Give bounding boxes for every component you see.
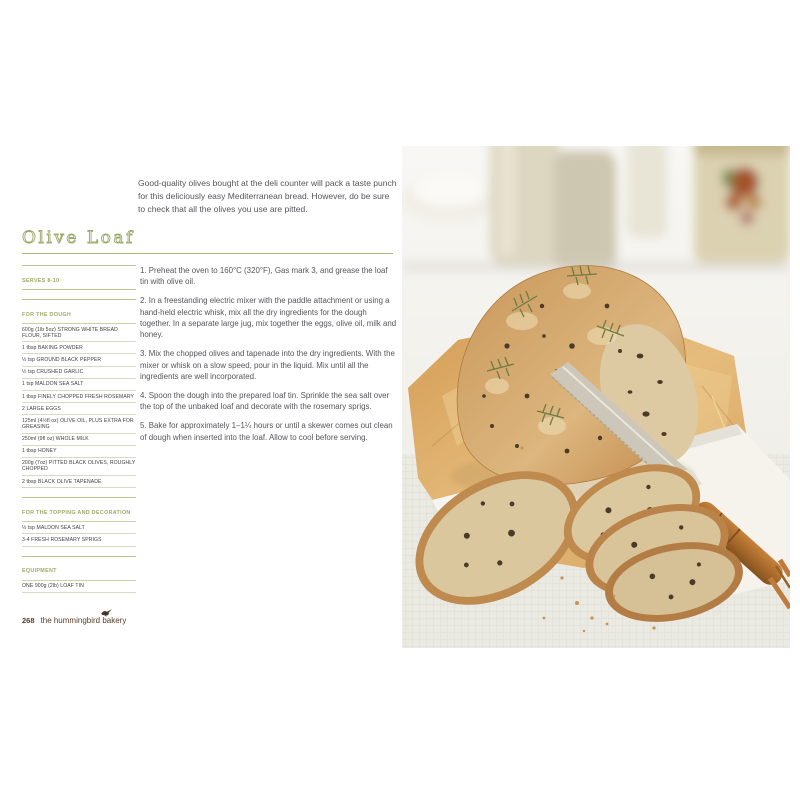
recipe-title-block [22,228,393,254]
serves-badge [22,265,136,290]
section-heading: FOR THE TOPPING AND DECORATION [22,498,136,522]
ingredient-item: ½ tsp GROUND BLACK PEPPER [22,354,136,366]
ingredients-column [22,265,136,602]
ingredient-item: 3-4 FRESH ROSEMARY SPRIGS [22,534,136,546]
page-title: Olive Loaf [22,228,135,248]
brand-name: the hummingbird bakery [41,616,127,625]
ingredient-item: ONE 900g (2lb) LOAF TIN [22,581,136,593]
serves-label: SERVES 8-10 [22,277,60,284]
recipe-step: 5. Bake for approximately 1–1¼ hours or until a skewer comes out clean of dough when inserted into the loaf. Allow to cool before serving. [140,421,393,442]
section-heading: FOR THE DOUGH [22,300,136,324]
ingredient-item: 1 tbsp BAKING POWDER [22,342,136,354]
recipe-step: 4. Spoon the dough into the prepared loaf tin. Sprinkle the sea salt over the top of the unbaked loaf and decorate with the rosemary sprigs. [140,390,390,412]
section-equipment [22,556,136,593]
recipe-photo [402,146,790,648]
ingredient-item: ½ tsp CRUSHED GARLIC [22,367,136,379]
ingredient-item: 2 LARGE EGGS [22,403,136,415]
recipe-step: 3. Mix the chopped olives and tapenade into the dry ingredients. With the mixer or whisk on a slow speed, pour in the liquid. Mix until all the ingredients are well incorporated. [140,349,395,381]
ingredient-item: 1 tsp MALDON SEA SALT [22,379,136,391]
ingredient-item: 2 tbsp BLACK OLIVE TAPENADE [22,476,136,488]
section-topping [22,497,136,546]
section-dough [22,299,136,488]
ingredient-item: 125ml (4½fl oz) OLIVE OIL, PLUS EXTRA FOR GREASING [22,415,136,433]
page-number: 268 [22,616,35,625]
ingredient-item: 200g (7oz) PITTED BLACK OLIVES, ROUGHLY CHOPPED [22,458,136,476]
ingredient-item: 600g (1lb 5oz) STRONG WHITE BREAD FLOUR, SIFTED [22,324,136,342]
page-footer [22,616,126,625]
method-column [140,265,398,451]
ingredient-item: ½ tsp MALDON SEA SALT [22,522,136,534]
section-heading: EQUIPMENT [22,557,136,581]
recipe-step: 1. Preheat the oven to 160°C (320°F), Gas mark 3, and grease the loaf tin with olive oil. [140,266,388,287]
ingredient-item: 250ml (9fl oz) WHOLE MILK [22,434,136,446]
intro-paragraph: Good-quality olives bought at the deli counter will pack a taste punch for this deliciously easy Mediterranean bread. However, do be sure to check that all the olives you use are pitted. [138,177,397,214]
hummingbird-icon [100,608,113,617]
recipe-photo-illustration [402,146,790,648]
recipe-step: 2. In a freestanding electric mixer with the paddle attachment or using a hand-held electric whisk, mix all the dry ingredients for the dough together. In a separate large jug, mix together the eggs, olive oil, milk and honey. [140,296,397,340]
ingredient-item: 1 tbsp FINELY CHOPPED FRESH ROSEMARY [22,391,136,403]
ingredient-item: 1 tbsp HONEY [22,446,136,458]
